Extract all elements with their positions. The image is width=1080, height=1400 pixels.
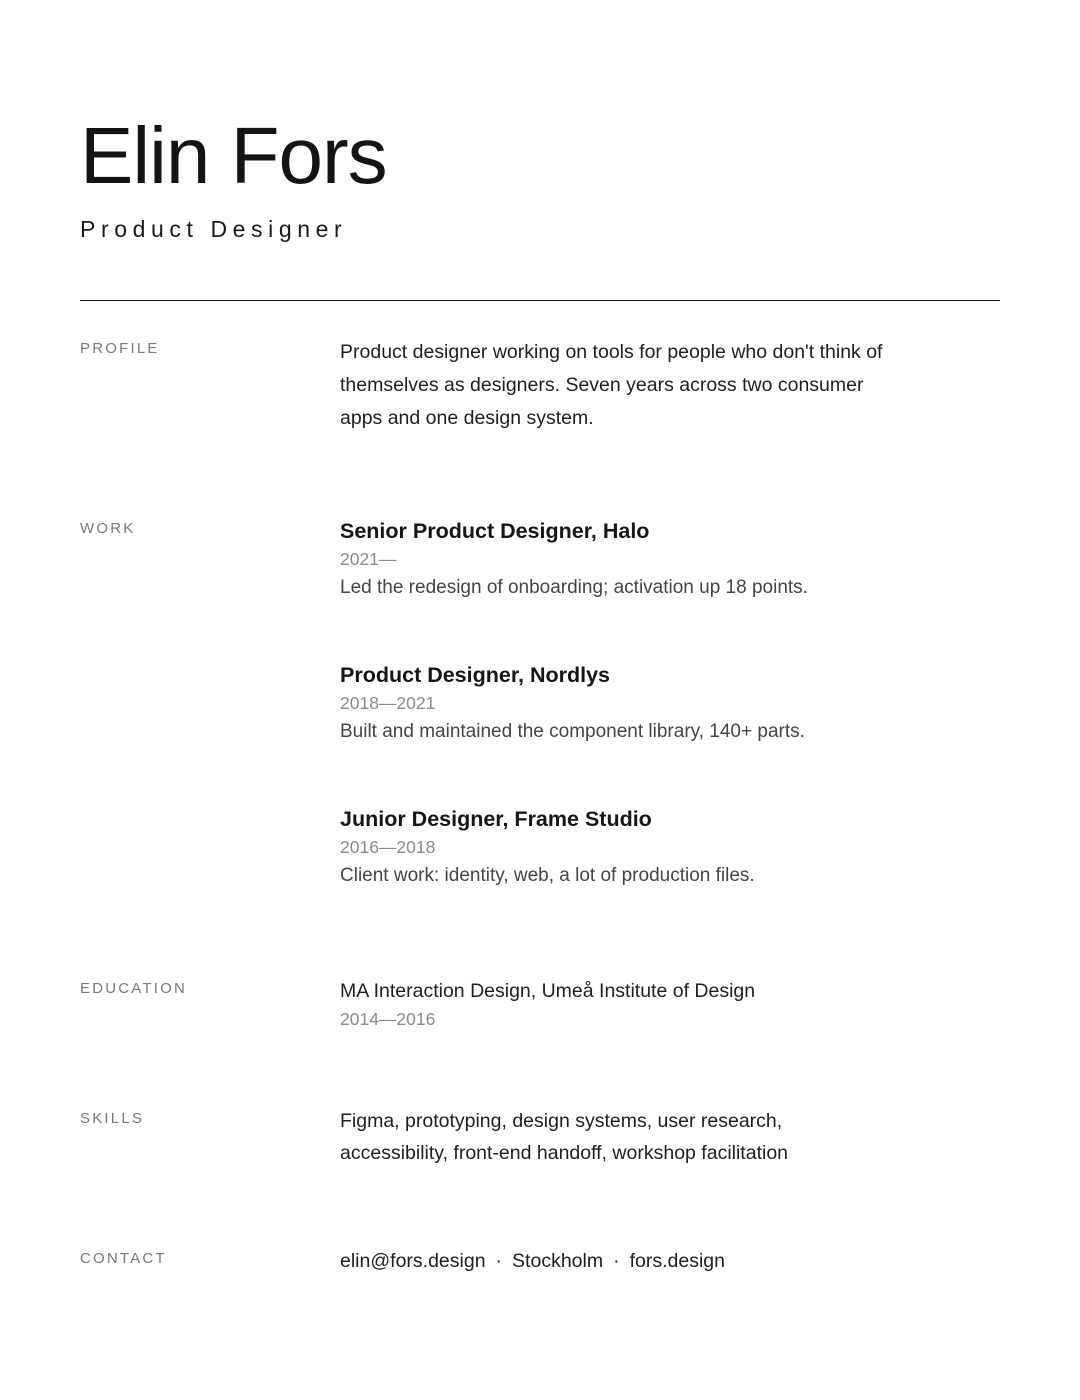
header-divider xyxy=(80,300,1000,301)
contact-website-link[interactable]: fors.design xyxy=(629,1250,725,1272)
section-label-education: EDUCATION xyxy=(80,980,188,997)
contact-separator: · xyxy=(495,1250,503,1272)
job-description: Led the redesign of onboarding; activation up 18 points. xyxy=(340,577,808,598)
job-entry xyxy=(340,516,900,602)
skills-section xyxy=(340,1105,880,1169)
contact-section xyxy=(340,1246,900,1276)
job-entry xyxy=(340,660,900,746)
contact-separator: · xyxy=(613,1250,620,1272)
job-title: Senior Product Designer, Halo xyxy=(340,519,650,543)
profile-text: Product designer working on tools for people who don't think of themselves as designers. Seven years across two consumer apps and one design system. xyxy=(340,341,883,429)
job-years: 2016—2018 xyxy=(340,837,436,857)
education-degree: MA Interaction Design, Umeå Institute of Design xyxy=(340,980,756,1002)
contact-email-link[interactable]: elin@fors.design xyxy=(340,1250,486,1272)
job-years: 2018—2021 xyxy=(340,693,436,713)
education-years: 2014—2016 xyxy=(340,1009,436,1029)
profile-section xyxy=(340,336,900,435)
section-label-skills: SKILLS xyxy=(80,1110,145,1127)
skills-text: Figma, prototyping, design systems, user research, accessibility, front-end handoff, workshop facilitation xyxy=(340,1110,789,1164)
section-label-work: WORK xyxy=(80,520,136,537)
job-description: Client work: identity, web, a lot of production files. xyxy=(340,865,755,886)
job-title: Junior Designer, Frame Studio xyxy=(340,807,652,831)
section-label-contact: CONTACT xyxy=(80,1250,167,1267)
job-description: Built and maintained the component library, 140+ parts. xyxy=(340,721,805,742)
job-title: Product Designer, Nordlys xyxy=(340,663,611,687)
resume-name: Elin Fors xyxy=(80,111,387,200)
contact-city: Stockholm xyxy=(512,1250,604,1272)
section-label-profile: PROFILE xyxy=(80,340,160,357)
job-years: 2021— xyxy=(340,549,397,569)
resume-role: Product Designer xyxy=(80,216,348,242)
job-entry xyxy=(340,804,900,890)
education-section xyxy=(340,976,900,1032)
contact-line xyxy=(340,1246,900,1276)
